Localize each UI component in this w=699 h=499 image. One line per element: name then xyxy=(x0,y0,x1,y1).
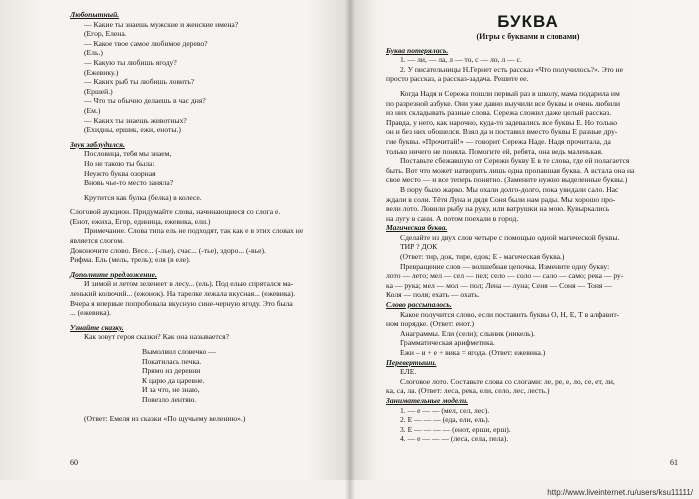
right-page-line: на лугу в сани. А потом поехали в город. xyxy=(386,213,519,223)
right-page-line: 1. — ли, — ла, л — то, с — ло, л — с. xyxy=(400,55,522,65)
right-page-line: вели лото. Ловили рыбу на руку, или ватрушки на мою. Кувыркались xyxy=(386,204,610,214)
right-page-line: быть. Вот что может натворить лишь одна пропавшая буква. А встала она на xyxy=(386,165,635,175)
left-page-line: — Какую ты любишь ягоду? xyxy=(84,57,177,67)
left-page-line: И за что, не знаю, xyxy=(142,385,200,395)
right-page-line: 2. Е — — — (еда, ели, ель). xyxy=(400,415,490,425)
left-page-line: (Енот, ежиха, Егор, единица, ежевика, ели.) xyxy=(70,216,211,226)
left-page-line: — Каких рыб ты любишь ловить? xyxy=(84,77,195,87)
left-page-line: Но не такою ты была: xyxy=(84,158,155,168)
right-page-line: Ежи – и + е + вика = ягода. (Ответ: ежевика.) xyxy=(400,348,546,357)
left-page-line: (Ершей.) xyxy=(84,86,113,96)
right-page-line: Анаграммы. Ели (сели); слыник (никель). xyxy=(400,328,536,338)
left-page-text xyxy=(70,10,342,423)
right-page-line: Занимательные модели. xyxy=(386,395,469,405)
right-page-line: Какое получится слово, если поставить буквы О, Н, Е, Т в алфавит- xyxy=(400,309,620,319)
left-page-line: Вчера я впервые попробовала вкусную сине-черную ягоду. Это была xyxy=(70,298,293,308)
book-gutter xyxy=(345,0,355,499)
left-page-line: Прямо из деревни xyxy=(142,366,201,376)
left-page-line: К царю да царевне. xyxy=(142,375,205,385)
left-page-line: (Ель.) xyxy=(84,48,103,58)
left-page-line: Узнайте сказку. xyxy=(70,322,124,332)
right-page-line: 4. — е — — — (леса, села, пела). xyxy=(400,434,509,444)
left-page-line: Рифма. Ель (мель, трель); еля (в еле). xyxy=(70,255,191,265)
left-page-line: Звук заблудился. xyxy=(70,139,125,149)
left-page-line: Доконочите слово. Весе... (-лье), счаc... (-тье), здоро... (-вье). xyxy=(70,245,266,255)
right-page-line: Правда, у него, как нарочно, куда-то задевались все буквы Е. Но только xyxy=(386,117,618,127)
right-page-line: (Ответ: тир, док, тире, едок; Е - магическая буква.) xyxy=(400,252,565,262)
right-page xyxy=(350,0,699,480)
left-page-line: (Ем.) xyxy=(84,105,101,115)
right-page-line: ТИР ? ДОК xyxy=(400,242,438,252)
left-page-line: (Егор, Елена. xyxy=(84,29,127,39)
left-page-line: — Что ты обычно делаешь в час дня? xyxy=(84,96,206,106)
page-title: БУКВА xyxy=(497,12,559,31)
right-page-line: Слово рассыпалось. xyxy=(386,300,452,310)
left-page-line: (Ехидны, ершик, ежи, еноты.) xyxy=(84,125,181,135)
left-page-line: Неужто буква озорная xyxy=(84,168,156,178)
left-page-line: Любопытный. xyxy=(70,10,120,19)
right-page-line: Поставьте сбежавшую от Сережи букву Е в те слова, где ей полагается xyxy=(400,156,630,166)
right-page-text xyxy=(386,10,670,444)
right-page-line: по разрезной азбуке. Они уже давно выучили все буквы и очень любили xyxy=(386,98,621,108)
right-page-line: В пору было жарко. Мы охали долго-долго, пока увидали сало. Нас xyxy=(400,184,619,194)
left-page-line xyxy=(70,405,342,414)
left-page-line: (Ответ: Емеля из сказки «По щучьему велению».) xyxy=(84,413,246,423)
right-page-line: гие буквы. «Прочитай!» — говорит Сережа Наде. Надя прочитала, да xyxy=(386,136,611,146)
right-page-line: Сделайте из двух слов четыре с помощью одной магической буквы. xyxy=(400,232,620,242)
right-page-line: ном порядке. (Ответ: енот.) xyxy=(386,319,474,329)
left-page-line: является слогом. xyxy=(70,236,125,246)
right-page-line: Грамматическая арифметика. xyxy=(400,338,495,348)
left-page-line: ленький колючий... (ежонок). На тарелке лежала вкусная... (ежевика). xyxy=(70,289,296,299)
right-page-line: лото — лето; мел — сел — пел; село — соло — сало — само; река — ру- xyxy=(386,271,624,281)
left-page xyxy=(0,0,350,480)
right-page-line: 1. — е — — (мел, сел, лес). xyxy=(400,405,490,415)
left-page-line: Пословица, тебя мы знаем, xyxy=(84,149,172,159)
right-page-line: ка, са, ла. (Ответ: леса, река, ели, село, лес, лесть.) xyxy=(386,386,550,396)
right-page-line: Превращение слов — волшебная цепочка. Измените одну букву: xyxy=(400,261,610,271)
left-page-line: (Ежевику.) xyxy=(84,67,119,77)
left-page-line: Повезло лентяю. xyxy=(142,394,197,404)
page-subtitle: (Игры с буквами и словами) xyxy=(476,32,580,41)
right-page-line: он и без них обошелся. Взял да и поставил вместо буквы Е разные дру- xyxy=(386,127,618,137)
left-page-line: Как зовут героя сказки? Как она называется? xyxy=(84,332,230,342)
right-page-line: ка — рука; мел — мол — пол; Лена — луна; Сеня — Соня — Тоня — xyxy=(386,280,612,290)
right-page-line: только ничего не поняла. Помогите ей, ребята, она ведь маленькая. xyxy=(386,146,603,156)
left-page-line: Покатилась печка. xyxy=(142,356,202,366)
right-page-line: 2. У писательницы Н.Гернет есть рассказ «Что получилось?». Это не xyxy=(400,64,623,74)
left-page-line: Слоговой аукцион. Придумайте слова, начинающиеся со слога е. xyxy=(70,207,281,217)
right-page-line: Коля — поля; ехать — охать. xyxy=(386,290,480,300)
left-page-line: Примечание. Слова типа ель не подходят, так как е в этих словах не xyxy=(84,226,304,236)
right-page-line: Магическая буква. xyxy=(386,223,448,233)
page-number-left: 60 xyxy=(70,458,78,467)
right-page-line: Слоговое лото. Составьте слова со слогами: ле, ре, е, ло, се, ет, ли, xyxy=(400,376,615,386)
left-page-line: ... (ежевика). xyxy=(70,308,112,318)
right-page-line: Когда Надя и Сережа пошли первый раз в школу, мама подарила им xyxy=(400,88,620,98)
right-page-line: 3. Е — — — — (енот, ерши, ерш). xyxy=(400,424,511,434)
right-page-line: Перевертыши. xyxy=(386,357,437,367)
right-page-line: Буква потерялась. xyxy=(386,45,449,55)
left-page-line: Вновь чье-то место заняла? xyxy=(84,178,174,188)
left-page-line: — Какие ты знаешь мужские и женские имена? xyxy=(84,19,239,29)
right-page-line: ЕЛЕ. xyxy=(400,367,417,377)
left-page-line: — Какое твое самое любимое дерево? xyxy=(84,38,208,48)
right-page-line: свое место — и все теперь понятно. (Замените нужно выделенные буквы.) xyxy=(386,175,628,185)
left-page-line: И зимой и летом зеленеет в лесу... (ель). Под елью спрятался ма- xyxy=(84,279,294,289)
left-page-line: Крутится как булка (белка) в колесе. xyxy=(84,192,202,202)
watermark-url[interactable]: http://www.liveinternet.ru/users/ksu11111/ xyxy=(547,488,693,497)
right-page-line: просто рассказ, а рассказ-задача. Решите ее. xyxy=(386,74,529,84)
left-page-line: — Каких ты знаешь животных? xyxy=(84,115,187,125)
right-page-line: ждали в соли. Тётя Луна и дядя Соня были нам рады. Мы хорошо про- xyxy=(386,194,616,204)
left-page-line: Дополните предложение. xyxy=(70,269,157,279)
right-lines xyxy=(386,46,670,444)
right-page-line: из них складывать разные слова. Сережа сложил даже целый рассказ. xyxy=(386,108,612,118)
page-number-right: 61 xyxy=(670,458,678,467)
left-page-line: Вымолвил словечко — xyxy=(142,347,216,356)
